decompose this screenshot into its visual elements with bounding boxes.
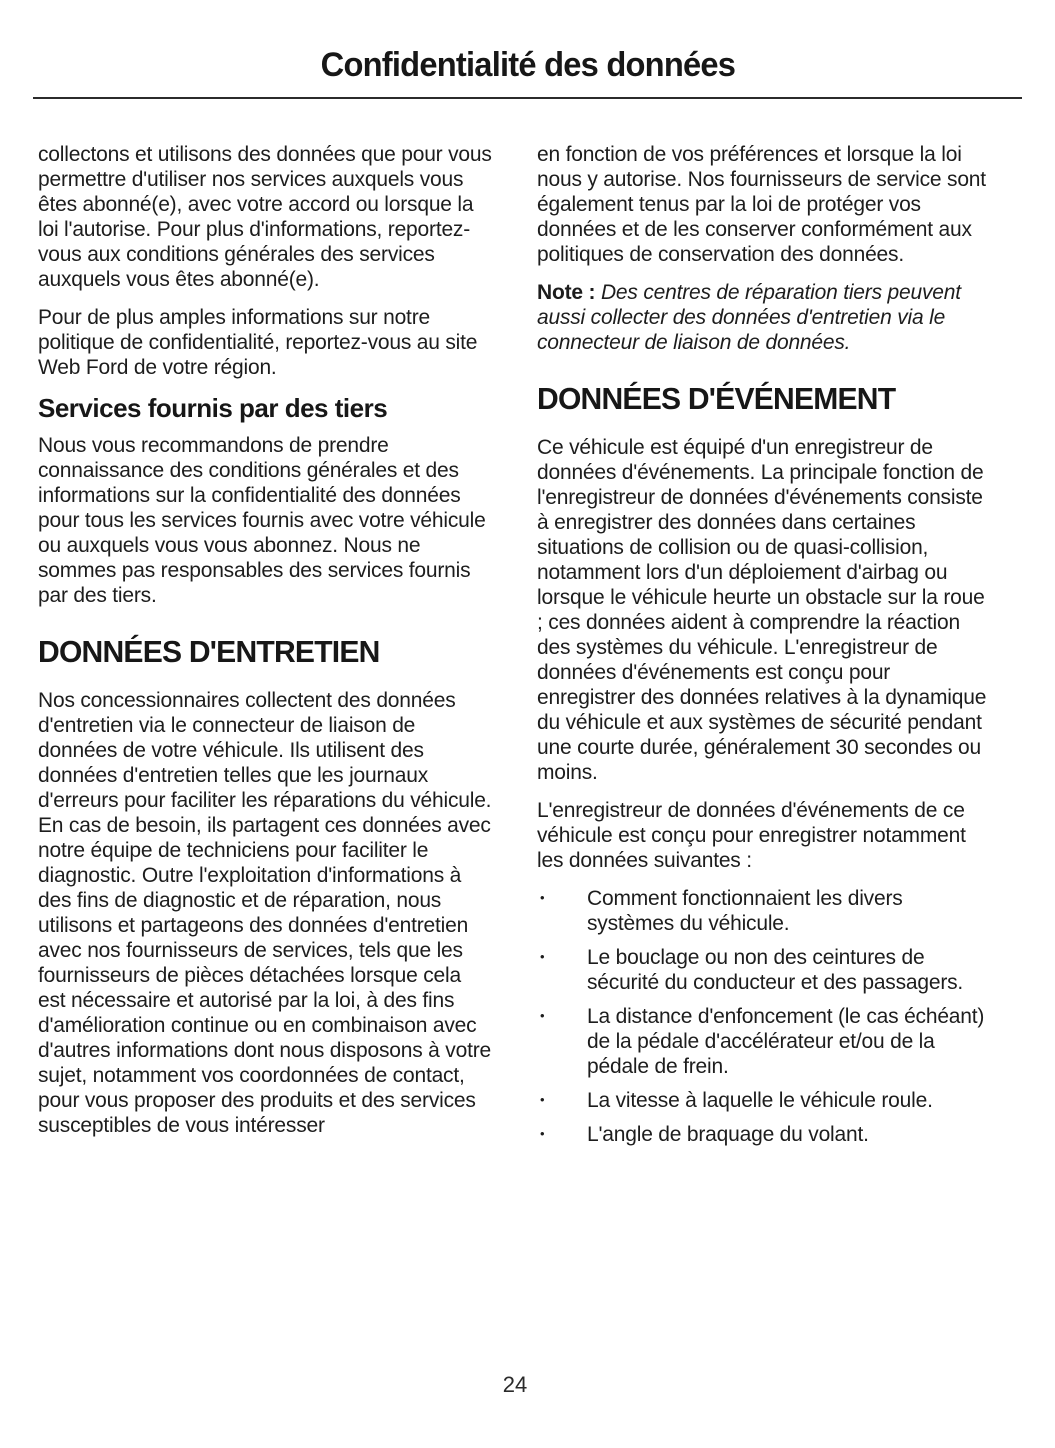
content-columns: [0, 142, 1055, 1156]
list-item: [537, 886, 992, 936]
bullet-icon: •: [540, 1008, 545, 1023]
page-footer: [38, 1372, 992, 1398]
paragraph-service-data: Nos concessionnaires collectent des données d'entretien via le connecteur de liaison de données de votre véhicule. Ils utilisent des données d'entretien telles que les journaux d'erreurs pour faciliter les réparations du véhicule. En cas de besoin, ils partagent ces données avec notre équipe de techniciens pour faciliter le diagnostic. Outre l'exploitation d'informations à des fins de diagnostic et de réparation, nous utilisons et partageons des données d'entretien avec nos fournisseurs de services, tels que les fournisseurs de pièces détachées lorsque cela est nécessaire et autorisé par la loi, à des fins d'amélioration continue ou en combinaison avec d'autres informations dont nous disposons à votre sujet, notamment vos coordonnées de contact, pour vous proposer des produits et des services susceptibles de vous intéresser: [38, 689, 492, 1137]
left-column: [38, 142, 493, 1156]
paragraph-preferences-law: en fonction de vos préférences et lorsque la loi nous y autorise. Nos fournisseurs de service sont également tenus par la loi de protéger vos données et de les conserver conformément aux politiques de conservation des données.: [537, 143, 986, 266]
header-divider: [33, 97, 1022, 99]
list-item: [537, 1004, 992, 1079]
bullet-icon: •: [540, 1092, 545, 1107]
right-column: [537, 142, 992, 1156]
list-item-text: La vitesse à laquelle le véhicule roule.: [587, 1089, 933, 1112]
note-label: Note :: [537, 281, 596, 304]
subsection-heading-third-party-services: Services fournis par des tiers: [38, 393, 388, 423]
paragraph-subscription-services: collectons et utilisons des données que pour vous permettre d'utiliser nos services auxquels vous êtes abonné(e), avec votre accord ou lorsque la loi l'autorise. Pour plus d'informations, reportez-vous aux conditions générales des services auxquels vous êtes abonné(e).: [38, 143, 492, 291]
list-item-text: La distance d'enfoncement (le cas échéant) de la pédale d'accélérateur et/ou de la pédale de frein.: [587, 1005, 985, 1078]
event-data-list: [537, 886, 992, 1147]
list-item-text: Comment fonctionnaient les divers systèmes du véhicule.: [587, 887, 903, 935]
list-item: [537, 1122, 992, 1147]
list-item-text: L'angle de braquage du volant.: [587, 1123, 869, 1146]
bullet-icon: •: [540, 1126, 545, 1141]
note-paragraph: [537, 280, 992, 355]
list-item: [537, 945, 992, 995]
note-text: Des centres de réparation tiers peuvent aussi collecter des données d'entretien via le connecteur de liaison de données.: [537, 281, 961, 354]
list-item: [537, 1088, 992, 1113]
paragraph-event-list-intro: L'enregistreur de données d'événements de ce véhicule est conçu pour enregistrer notamment les données suivantes :: [537, 799, 966, 872]
list-item-text: Le bouclage ou non des ceintures de sécurité du conducteur et des passagers.: [587, 946, 964, 994]
bullet-icon: •: [540, 949, 545, 964]
paragraph-privacy-policy-site: Pour de plus amples informations sur notre politique de confidentialité, reportez-vous au site Web Ford de votre région.: [38, 306, 478, 379]
page-title: Confidentialité des données: [320, 46, 735, 84]
page-number: 24: [502, 1372, 528, 1397]
page-header: [0, 0, 1055, 85]
section-heading-event-data: DONNÉES D'ÉVÉNEMENT: [537, 381, 896, 416]
bullet-icon: •: [540, 890, 545, 905]
section-heading-service-data: DONNÉES D'ENTRETIEN: [38, 634, 380, 669]
paragraph-third-party-services: Nous vous recommandons de prendre connaissance des conditions générales et des informations sur la confidentialité des données pour tous les services fournis avec votre véhicule ou auxquels vous vous abonnez. Nous ne sommes pas responsables des services fournis par des tiers.: [38, 434, 486, 607]
paragraph-event-recorder: Ce véhicule est équipé d'un enregistreur de données d'événements. La principale fonction de l'enregistreur de données d'événements consiste à enregistrer des données dans certaines situations de collision ou de quasi-collision, notamment lors d'un déploiement d'airbag ou lorsque le véhicule heurte un obstacle sur la roue ; ces données aident à comprendre la réaction des systèmes du véhicule. L'enregistreur de données d'événements est conçu pour enregistrer des données relatives à la dynamique du véhicule et aux systèmes de sécurité pendant une courte durée, généralement 30 secondes ou moins.: [537, 436, 987, 784]
